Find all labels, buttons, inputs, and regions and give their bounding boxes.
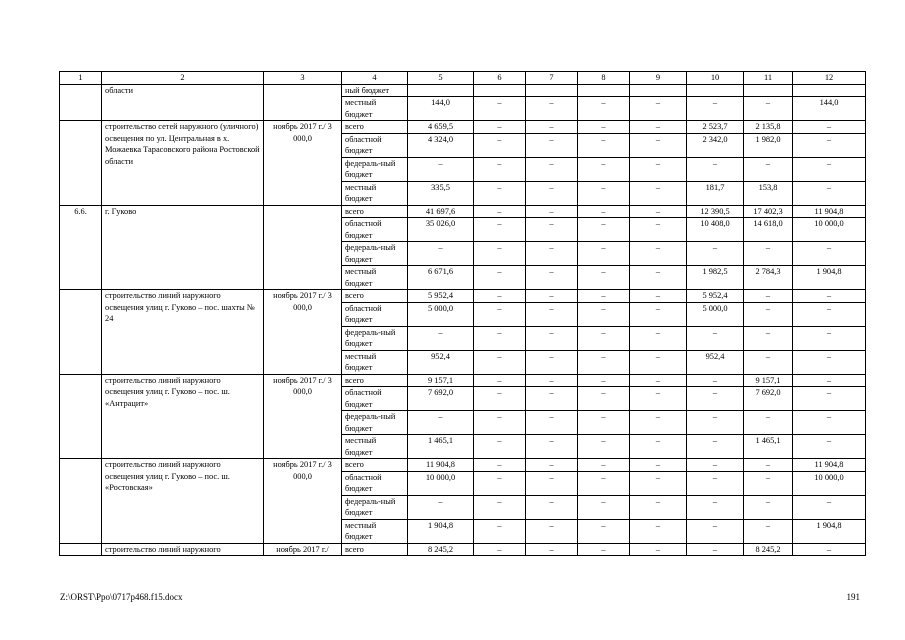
funding-source: местный бюджет	[342, 519, 408, 543]
value-cell: –	[793, 387, 866, 411]
value-cell: –	[687, 519, 744, 543]
funding-source: местный бюджет	[342, 97, 408, 121]
value-cell: –	[687, 435, 744, 459]
value-cell: –	[630, 519, 687, 543]
value-cell: 1 982,0	[744, 133, 793, 157]
value-cell: –	[526, 242, 578, 266]
value-cell: –	[744, 459, 793, 472]
value-cell: 144,0	[408, 97, 474, 121]
value-cell: –	[687, 387, 744, 411]
value-cell: –	[474, 133, 526, 157]
value-cell: –	[793, 374, 866, 387]
funding-source: областной бюджет	[342, 471, 408, 495]
value-cell: –	[687, 411, 744, 435]
value-cell: –	[630, 350, 687, 374]
value-cell: –	[526, 519, 578, 543]
value-cell: 10 408,0	[687, 218, 744, 242]
value-cell: –	[408, 326, 474, 350]
value-cell: –	[793, 543, 866, 556]
value-cell: 11 904,8	[793, 205, 866, 218]
value-cell: –	[793, 350, 866, 374]
value-cell: –	[526, 290, 578, 303]
value-cell: –	[744, 290, 793, 303]
value-cell: –	[744, 519, 793, 543]
value-cell: –	[793, 435, 866, 459]
value-cell: 6 671,6	[408, 266, 474, 290]
value-cell: 7 692,0	[408, 387, 474, 411]
value-cell: –	[793, 326, 866, 350]
value-cell: –	[578, 218, 630, 242]
row-number	[60, 84, 102, 121]
budget-table	[59, 71, 866, 556]
value-cell: –	[630, 133, 687, 157]
value-cell: –	[578, 302, 630, 326]
item-name: строительство линий наружного освещения улиц г. Гуково – пос. ш. «Антрацит»	[102, 374, 264, 459]
value-cell: –	[793, 495, 866, 519]
funding-source: федераль-ный бюджет	[342, 242, 408, 266]
value-cell: –	[474, 543, 526, 556]
funding-source: федераль-ный бюджет	[342, 495, 408, 519]
value-cell: 335,5	[408, 181, 474, 205]
funding-source: всего	[342, 121, 408, 134]
value-cell	[744, 84, 793, 97]
value-cell: 11 904,8	[408, 459, 474, 472]
value-cell: –	[526, 495, 578, 519]
value-cell: 1 904,8	[793, 266, 866, 290]
deadline-cost: ноябрь 2017 г./ 3 000,0	[264, 459, 342, 544]
value-cell: –	[474, 181, 526, 205]
value-cell: –	[630, 543, 687, 556]
value-cell: 5 952,4	[408, 290, 474, 303]
value-cell: –	[687, 326, 744, 350]
funding-source: областной бюджет	[342, 133, 408, 157]
column-header: 6	[474, 72, 526, 85]
value-cell: 2 342,0	[687, 133, 744, 157]
value-cell	[793, 84, 866, 97]
funding-source: всего	[342, 543, 408, 556]
value-cell: 5 000,0	[687, 302, 744, 326]
value-cell: –	[578, 326, 630, 350]
column-header: 12	[793, 72, 866, 85]
value-cell: 2 523,7	[687, 121, 744, 134]
value-cell: –	[474, 411, 526, 435]
funding-source: местный бюджет	[342, 266, 408, 290]
value-cell: –	[408, 157, 474, 181]
value-cell	[526, 84, 578, 97]
value-cell: –	[474, 326, 526, 350]
value-cell: –	[630, 121, 687, 134]
value-cell: –	[526, 218, 578, 242]
value-cell: –	[744, 157, 793, 181]
value-cell: –	[578, 435, 630, 459]
funding-source: областной бюджет	[342, 218, 408, 242]
value-cell: –	[630, 97, 687, 121]
value-cell: –	[744, 302, 793, 326]
value-cell: –	[578, 205, 630, 218]
funding-source: всего	[342, 459, 408, 472]
value-cell: 5 952,4	[687, 290, 744, 303]
table-row	[60, 374, 866, 387]
value-cell: –	[526, 121, 578, 134]
value-cell	[408, 84, 474, 97]
table-row	[60, 459, 866, 472]
value-cell: –	[793, 157, 866, 181]
deadline-cost: ноябрь 2017 г./	[264, 543, 342, 556]
column-header: 11	[744, 72, 793, 85]
value-cell: –	[630, 435, 687, 459]
value-cell: –	[474, 459, 526, 472]
value-cell: 153,8	[744, 181, 793, 205]
value-cell: 4 659,5	[408, 121, 474, 134]
value-cell: –	[578, 242, 630, 266]
value-cell: –	[578, 266, 630, 290]
value-cell: –	[630, 181, 687, 205]
column-header: 1	[60, 72, 102, 85]
row-number: 6.6.	[60, 205, 102, 290]
column-header: 10	[687, 72, 744, 85]
header-row	[60, 72, 866, 85]
value-cell: –	[687, 97, 744, 121]
value-cell	[687, 84, 744, 97]
value-cell: –	[630, 387, 687, 411]
row-number	[60, 543, 102, 556]
value-cell: –	[744, 97, 793, 121]
value-cell: 952,4	[687, 350, 744, 374]
value-cell: –	[526, 387, 578, 411]
value-cell: –	[578, 471, 630, 495]
value-cell: 11 904,8	[793, 459, 866, 472]
value-cell: –	[474, 302, 526, 326]
value-cell: 9 157,1	[408, 374, 474, 387]
value-cell: –	[526, 459, 578, 472]
value-cell: –	[687, 459, 744, 472]
funding-source: всего	[342, 290, 408, 303]
value-cell: 7 692,0	[744, 387, 793, 411]
value-cell: –	[744, 242, 793, 266]
value-cell: 1 904,8	[793, 519, 866, 543]
value-cell: –	[578, 121, 630, 134]
value-cell: 2 784,3	[744, 266, 793, 290]
value-cell: –	[630, 218, 687, 242]
deadline-cost	[264, 84, 342, 121]
deadline-cost	[264, 205, 342, 290]
value-cell: –	[578, 459, 630, 472]
value-cell: –	[578, 97, 630, 121]
value-cell: –	[408, 495, 474, 519]
column-header: 3	[264, 72, 342, 85]
table-row	[60, 290, 866, 303]
value-cell: –	[474, 471, 526, 495]
value-cell: –	[474, 121, 526, 134]
value-cell: 1 982,5	[687, 266, 744, 290]
value-cell: –	[526, 374, 578, 387]
value-cell: –	[744, 471, 793, 495]
value-cell: –	[793, 121, 866, 134]
value-cell: –	[526, 157, 578, 181]
value-cell: –	[526, 326, 578, 350]
table-row	[60, 121, 866, 134]
value-cell: –	[474, 218, 526, 242]
value-cell: –	[793, 181, 866, 205]
value-cell: –	[526, 350, 578, 374]
item-name: строительство сетей наружного (уличного) освещения по ул. Центральная в х. Можаевка Тарасовского района Ростовской области	[102, 121, 264, 206]
value-cell: 9 157,1	[744, 374, 793, 387]
value-cell: –	[793, 133, 866, 157]
value-cell	[474, 84, 526, 97]
value-cell: –	[526, 266, 578, 290]
value-cell: –	[474, 350, 526, 374]
column-header: 7	[526, 72, 578, 85]
footer-file-path: Z:\ORST\Ppo\0717p468.f15.docx	[60, 592, 183, 602]
value-cell: –	[474, 495, 526, 519]
row-number	[60, 121, 102, 206]
value-cell: –	[474, 266, 526, 290]
row-number	[60, 374, 102, 459]
value-cell: 4 324,0	[408, 133, 474, 157]
value-cell: –	[630, 471, 687, 495]
value-cell: 10 000,0	[793, 471, 866, 495]
funding-source: федераль-ный бюджет	[342, 157, 408, 181]
value-cell: 2 135,8	[744, 121, 793, 134]
value-cell: –	[578, 290, 630, 303]
value-cell: –	[578, 350, 630, 374]
value-cell: 952,4	[408, 350, 474, 374]
value-cell: –	[474, 242, 526, 266]
item-name: области	[102, 84, 264, 121]
value-cell: –	[474, 205, 526, 218]
column-header: 5	[408, 72, 474, 85]
table-row	[60, 84, 866, 97]
value-cell: –	[630, 205, 687, 218]
funding-source: всего	[342, 205, 408, 218]
value-cell: –	[744, 495, 793, 519]
deadline-cost: ноябрь 2017 г./ 3 000,0	[264, 121, 342, 206]
funding-source: местный бюджет	[342, 350, 408, 374]
value-cell: 1 465,1	[744, 435, 793, 459]
column-header: 4	[342, 72, 408, 85]
value-cell: –	[744, 350, 793, 374]
value-cell: –	[630, 266, 687, 290]
value-cell: –	[474, 157, 526, 181]
value-cell: –	[578, 495, 630, 519]
value-cell: –	[474, 290, 526, 303]
value-cell: –	[474, 435, 526, 459]
value-cell: –	[630, 157, 687, 181]
value-cell: 14 618,0	[744, 218, 793, 242]
value-cell: –	[474, 97, 526, 121]
value-cell: –	[526, 133, 578, 157]
value-cell: –	[578, 543, 630, 556]
value-cell: –	[793, 302, 866, 326]
value-cell: –	[687, 157, 744, 181]
deadline-cost: ноябрь 2017 г./ 3 000,0	[264, 374, 342, 459]
value-cell: 35 026,0	[408, 218, 474, 242]
value-cell: –	[578, 157, 630, 181]
value-cell: –	[578, 181, 630, 205]
value-cell: –	[793, 411, 866, 435]
value-cell: 144,0	[793, 97, 866, 121]
value-cell: –	[630, 290, 687, 303]
value-cell: 10 000,0	[793, 218, 866, 242]
value-cell	[630, 84, 687, 97]
item-name: строительство линий наружного освещения улиц г. Гуково – пос. ш. «Ростовская»	[102, 459, 264, 544]
value-cell: 17 402,3	[744, 205, 793, 218]
footer-page-number: 191	[846, 592, 860, 602]
value-cell: –	[578, 411, 630, 435]
row-number	[60, 459, 102, 544]
value-cell: –	[687, 374, 744, 387]
column-header: 9	[630, 72, 687, 85]
value-cell: –	[474, 374, 526, 387]
value-cell: –	[526, 302, 578, 326]
value-cell: –	[744, 326, 793, 350]
table-row	[60, 205, 866, 218]
value-cell: –	[687, 495, 744, 519]
value-cell: –	[578, 519, 630, 543]
value-cell: –	[744, 411, 793, 435]
value-cell: –	[526, 97, 578, 121]
value-cell: –	[630, 459, 687, 472]
funding-source: местный бюджет	[342, 435, 408, 459]
column-header: 2	[102, 72, 264, 85]
table-row	[60, 543, 866, 556]
funding-source: федераль-ный бюджет	[342, 411, 408, 435]
value-cell: 12 390,5	[687, 205, 744, 218]
deadline-cost: ноябрь 2017 г./ 3 000,0	[264, 290, 342, 375]
value-cell: –	[474, 387, 526, 411]
value-cell: –	[408, 242, 474, 266]
funding-source: местный бюджет	[342, 181, 408, 205]
value-cell: –	[630, 302, 687, 326]
value-cell: –	[578, 133, 630, 157]
funding-source: областной бюджет	[342, 387, 408, 411]
value-cell: –	[630, 495, 687, 519]
value-cell: 1 904,8	[408, 519, 474, 543]
value-cell: –	[578, 374, 630, 387]
value-cell: –	[578, 387, 630, 411]
value-cell: 181,7	[687, 181, 744, 205]
value-cell: –	[526, 543, 578, 556]
item-name: строительство линий наружного освещения улиц г. Гуково – пос. шахты № 24	[102, 290, 264, 375]
item-name: строительство линий наружного	[102, 543, 264, 556]
value-cell: –	[408, 411, 474, 435]
value-cell: –	[630, 326, 687, 350]
value-cell: –	[687, 543, 744, 556]
column-header: 8	[578, 72, 630, 85]
value-cell: –	[526, 205, 578, 218]
value-cell	[578, 84, 630, 97]
funding-source: федераль-ный бюджет	[342, 326, 408, 350]
value-cell: 10 000,0	[408, 471, 474, 495]
value-cell: –	[526, 181, 578, 205]
value-cell: –	[526, 435, 578, 459]
value-cell: –	[526, 471, 578, 495]
value-cell: –	[630, 411, 687, 435]
value-cell: 1 465,1	[408, 435, 474, 459]
value-cell: –	[793, 242, 866, 266]
value-cell: –	[687, 242, 744, 266]
value-cell: 41 697,6	[408, 205, 474, 218]
value-cell: –	[630, 242, 687, 266]
value-cell: –	[526, 411, 578, 435]
value-cell: –	[630, 374, 687, 387]
value-cell: –	[474, 519, 526, 543]
funding-source: всего	[342, 374, 408, 387]
value-cell: 8 245,2	[744, 543, 793, 556]
item-name: г. Гуково	[102, 205, 264, 290]
value-cell: –	[793, 290, 866, 303]
funding-source: областной бюджет	[342, 302, 408, 326]
funding-source: ный бюджет	[342, 84, 408, 97]
value-cell: –	[687, 471, 744, 495]
row-number	[60, 290, 102, 375]
value-cell: 8 245,2	[408, 543, 474, 556]
value-cell: 5 000,0	[408, 302, 474, 326]
